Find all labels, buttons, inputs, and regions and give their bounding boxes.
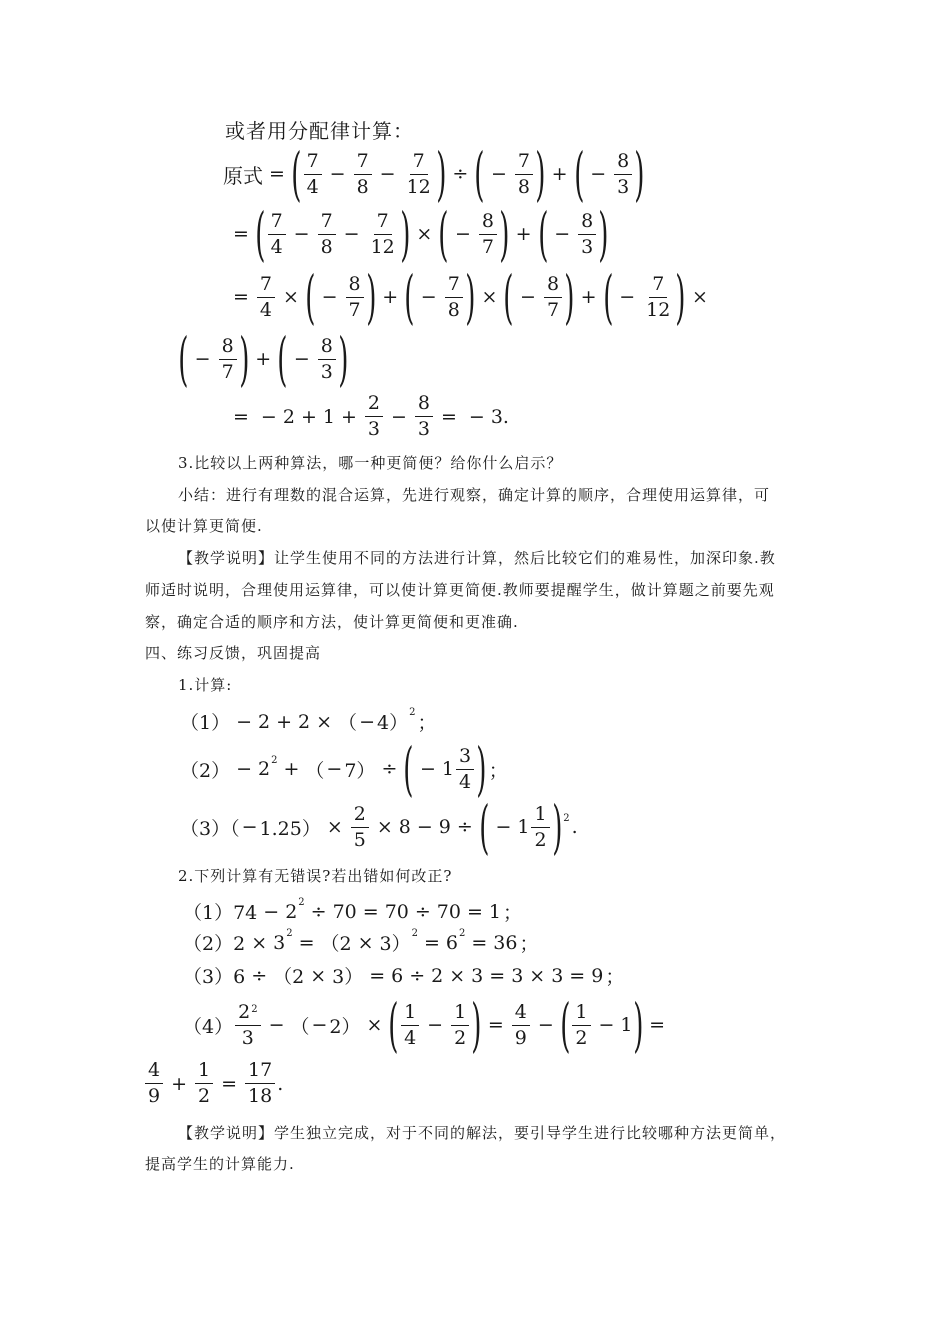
exercise-1-item-3: （3）（ − 1.25） × $\frac{2}{5}$ × 8 − 9 ÷ ( − 1 $\frac{1}{2}$ ) 2 . (180, 793, 578, 861)
exercise-2-item-2: （2）2 × 3 2 = （2 × 3） 2 = 6 2 = 36 ； (183, 928, 539, 955)
exercise-1-label: 1.计算: (178, 676, 233, 694)
section-4-heading: 四、练习反馈，巩固提高 (145, 644, 322, 662)
exercise-2-item-4: （4） $2^2$ 3 − （ − 2） × ( 1 4 − $\frac{1}{2}$ ) = $\frac{4}{9}$ − ( 1 2 − 1 ) = (183, 991, 666, 1059)
equation-line-5: = − 2 + 1 + $\frac{2}{3}$ − $\frac{8}{3}$ = − 3. (233, 392, 509, 440)
exercise-1-item-1: （1） − 2 + 2 × （ − 4） 2 ； (180, 707, 437, 734)
equation-line-3: = $\frac{7}{4}$ × ( − $\frac{8}{7}$ ) + ( − $\frac{7}{8}$ ) × ( − $\frac{8}{7}$ ) + ( − $\frac{7}{12}$ ) × (233, 263, 708, 331)
exercise-2-item-1: （1）74 − 2 2 ÷ 70 = 70 ÷ 70 = 1 ； (183, 897, 523, 924)
summary-line-1: 小结：进行有理数的混合运算，先进行观察，确定计算的顺序，合理使用运算律，可 (178, 486, 771, 504)
question-3: 3.比较以上两种算法，哪一种更简便？给你什么启示？ (178, 454, 563, 472)
exercise-2-item-4-continued: 4 9 + $\frac{1}{2}$ = $\frac{17}{18}$ . (143, 1060, 283, 1107)
exercise-1-item-2: （2） − 2 2 + （ − 7） ÷ ( − 1 $\frac{3}{4}$ ) ； (180, 735, 508, 803)
equation-line-4: ( − $\frac{8}{7}$ ) + ( − $\frac{8}{3}$ ) (178, 325, 349, 393)
exercise-2-label: 2.下列计算有无错误?若出错如何改正? (178, 867, 453, 885)
equation-line-1: 原式 = ( 7 4 − $\frac{7}{8}$ − $\frac{7}{12}$ ) ÷ ( − $\frac{7}{8}$ ) + ( − $\frac{8}{3}$ ) (223, 140, 645, 208)
exercise-2-item-3: （3）6 ÷ （2 × 3） = 6 ÷ 2 × 3 = 3 × 3 = 9 ； (183, 964, 625, 988)
summary-line-2: 以使计算更简便. (145, 517, 263, 535)
yuanshi-label: 原式 (223, 163, 263, 188)
teaching-note-1-line-3: 察，确定合适的顺序和方法，使计算更简便和更准确. (145, 613, 519, 631)
equation-line-2: = ( 7 4 − $\frac{7}{8}$ − $\frac{7}{12}$ ) × ( − $\frac{8}{7}$ ) + ( − $\frac{8}{3}$ ) (233, 200, 609, 268)
teaching-note-2-line-2: 提高学生的计算能力. (145, 1155, 295, 1173)
teaching-note-1-line-1: 【教学说明】让学生使用不同的方法进行计算，然后比较它们的难易性，加深印象.教 (178, 549, 776, 567)
solution-heading: 或者用分配律计算： (225, 119, 414, 143)
teaching-note-1-line-2: 师适时说明，合理使用运算律，可以使计算更简便.教师要提醒学生，做计算题之前要先观 (145, 581, 775, 599)
teaching-note-2-line-1: 【教学说明】学生独立完成，对于不同的解法，要引导学生进行比较哪种方法更简单， (178, 1124, 787, 1142)
